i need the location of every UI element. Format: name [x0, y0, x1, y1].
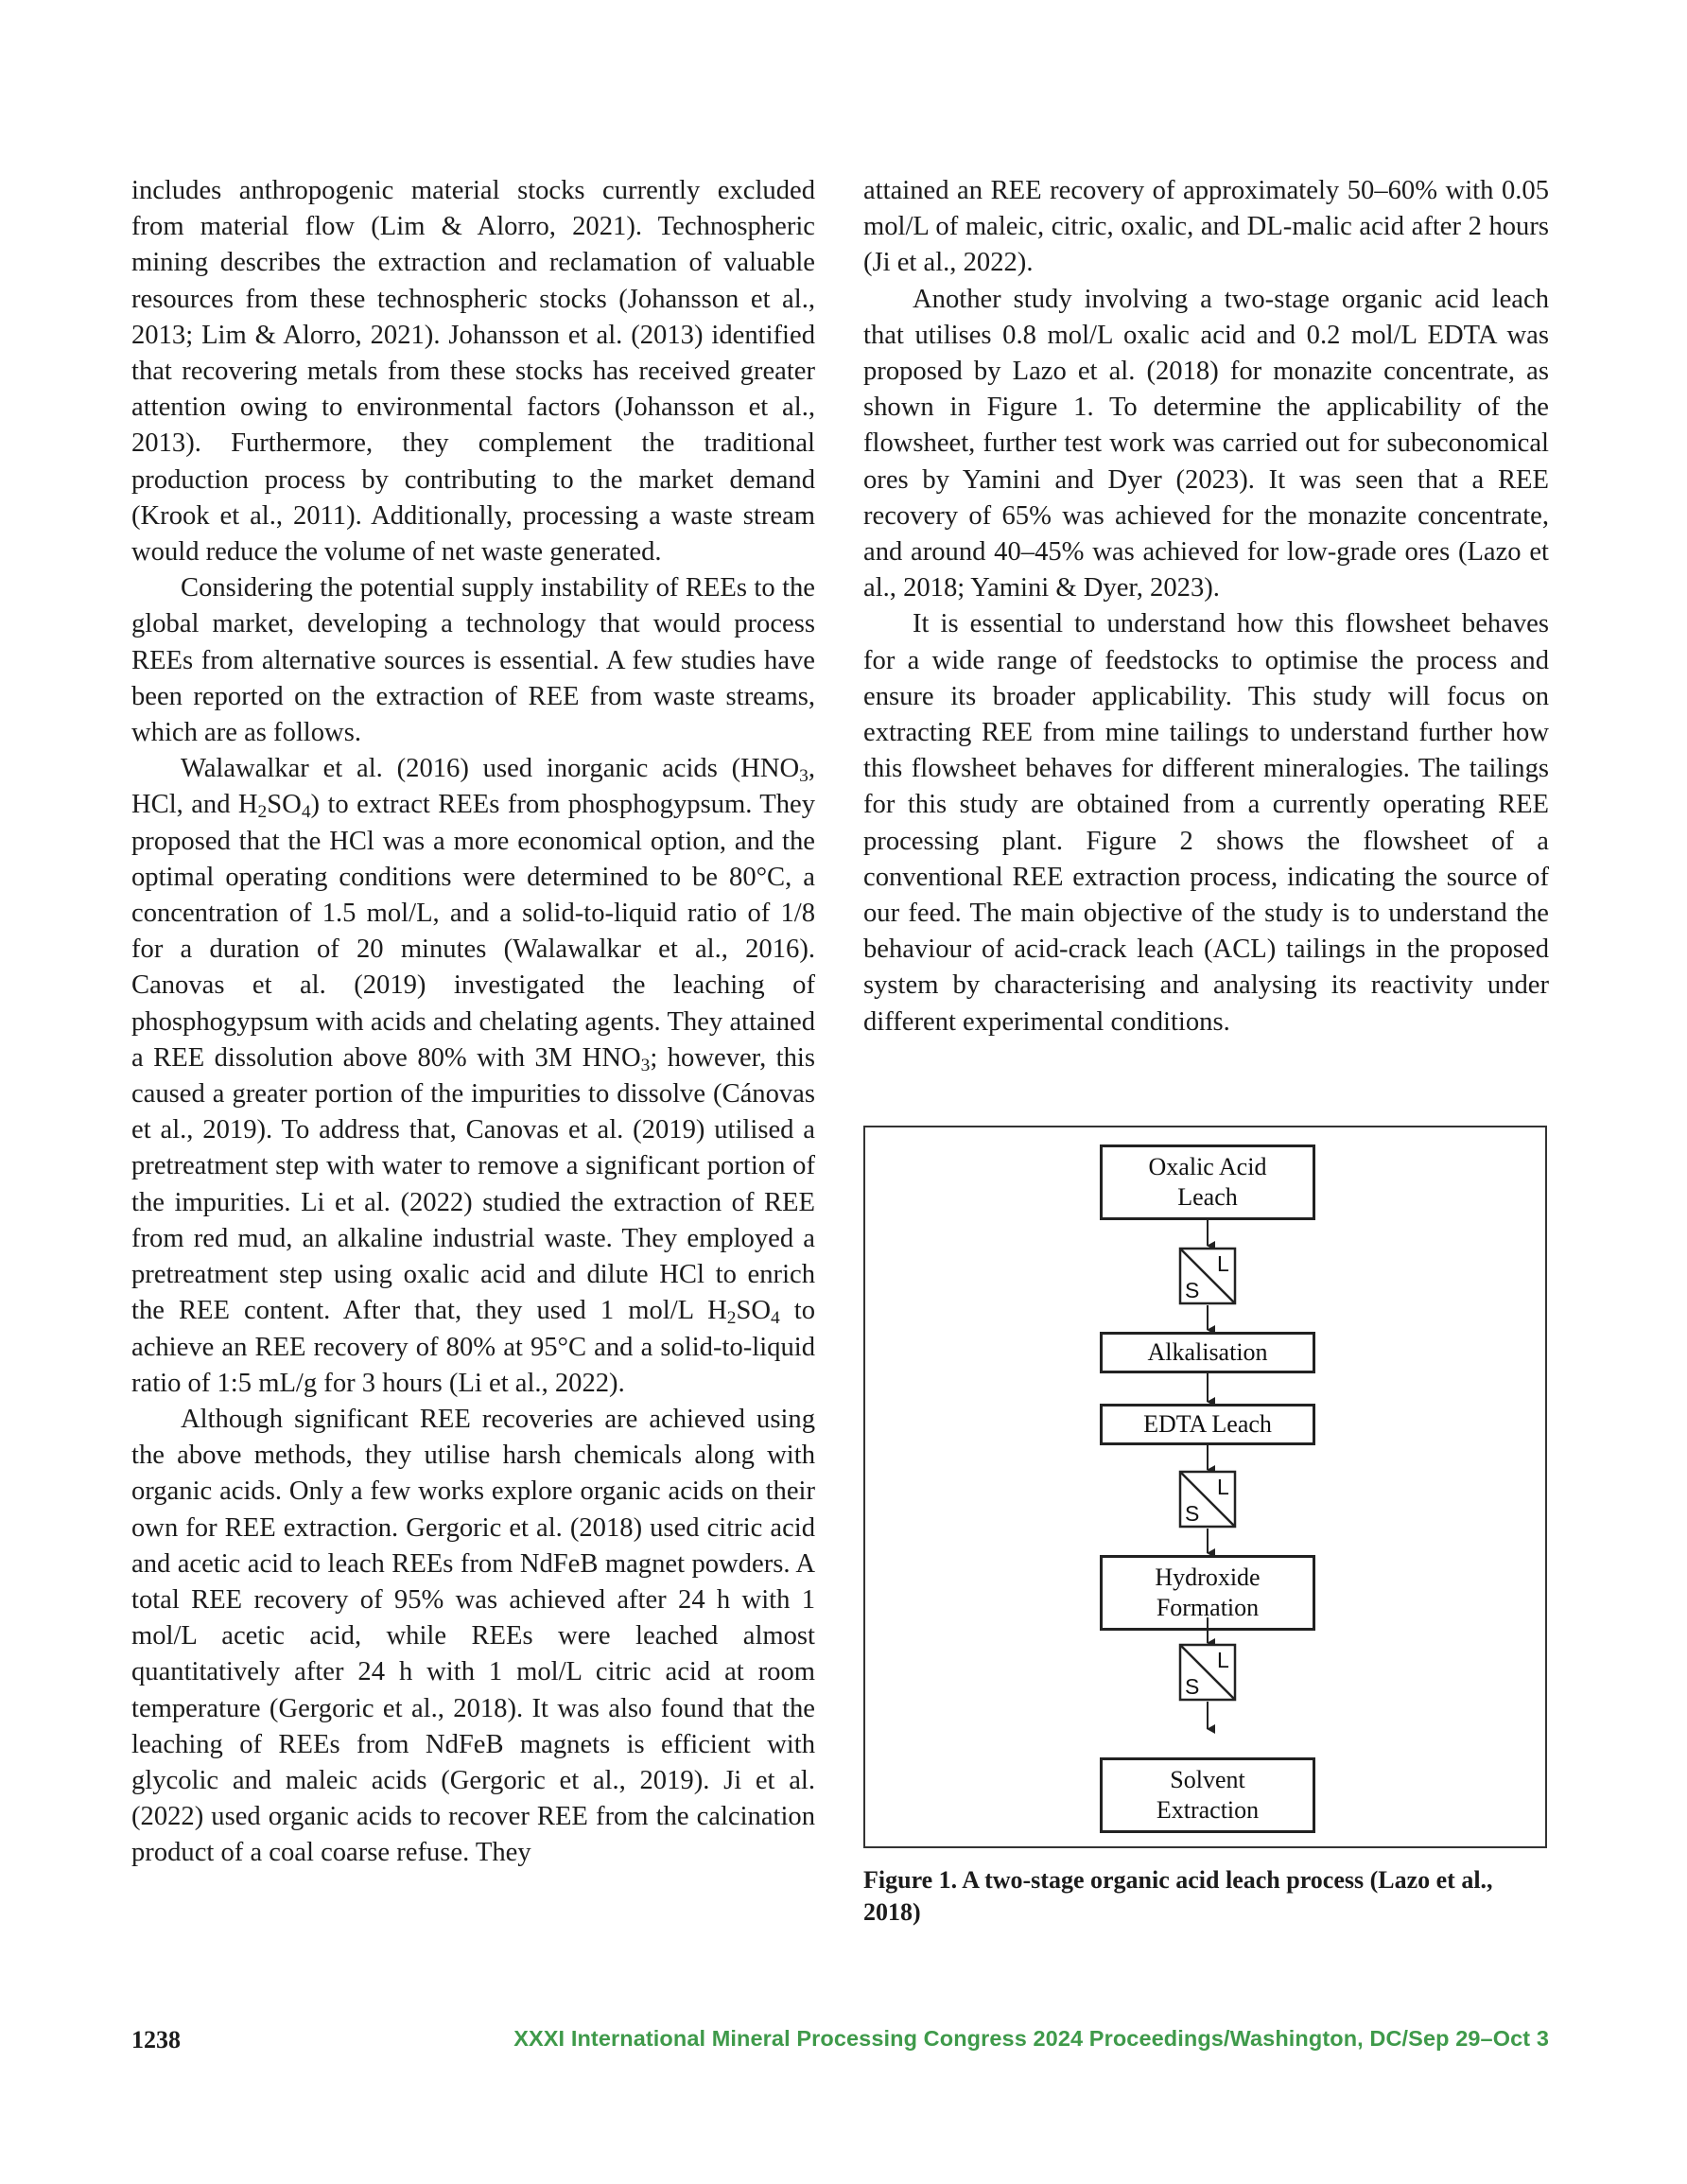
separator-liquid-label: L [1217, 1251, 1229, 1276]
footer-conference-title: XXXI International Mineral Processing Congress 2024 Proceedings/Washington, DC/Sep 29–Oct 3 [513, 2026, 1549, 2051]
subscript: 4 [771, 1308, 780, 1329]
text-run: It is essential to understand how this flowsheet behaves for a wide range of feedstocks to optimise the process and ensure its broader applicability. This study will focus on extracting REE from mine tailings to understand further how this flowsheet behaves for different mineralogies. The tailings for this study are obtained from a currently operating REE processing plant. Figure 2 shows the flowsheet of a conventional REE extraction process, indicating the source of our feed. The main objective of the study is to understand the behaviour of acid-crack leach (ACL) tailings in the proposed system by characterising and analysing its reactivity under different experimental conditions. [863, 609, 1549, 1037]
text-run: attained an REE recovery of approximately 50–60% with 0.05 mol/L of maleic, citric, oxalic, and DL-malic acid after 2 hours (Ji et al., 2022). [863, 176, 1549, 278]
separator-solid-label: S [1185, 1278, 1200, 1302]
step-solvent-extraction [1100, 1757, 1315, 1833]
separator-solid-label: S [1185, 1674, 1200, 1699]
text-run: includes anthropogenic material stocks currently excluded from material flow (Lim & Alorro, 2021). Technospheric mining describes the extraction and reclamation of valuable resources from these technospheric stocks (Johansson et al., 2013; Lim & Alorro, 2021). Johansson et al. (2013) identified that recovering metals from these stocks has received greater attention owing to environmental factors (Johansson et al., 2013). Furthermore, they complement the traditional production process by contributing to the market demand (Krook et al., 2011). Additionally, processing a waste stream would reduce the volume of net waste generated. [131, 176, 815, 568]
step-oxalic-acid-leach [1100, 1144, 1315, 1220]
step-label-line1: Oxalic Acid [1148, 1153, 1267, 1180]
right-column [863, 173, 1549, 1040]
text-run: Considering the potential supply instability of REEs to the global market, developing a technology that would process REEs from alternative sources is essential. A few studies have been reported on the extraction of REE from waste streams, which are as follows. [131, 573, 815, 748]
text-run: to achieve an REE recovery of 80% at 95°C and a solid-to-liquid ratio of 1:5 mL/g for 3 hours (Li et al., 2022). [131, 1296, 816, 1398]
step-label-line1: Solvent [1170, 1766, 1245, 1793]
step-label-line1: EDTA Leach [1143, 1410, 1272, 1438]
step-hydroxide-formation [1100, 1555, 1315, 1631]
solid-liquid-separator-2 [1180, 1472, 1235, 1527]
step-label-line2: Leach [1177, 1183, 1238, 1211]
body-paragraph [863, 282, 1549, 607]
step-alkalisation [1100, 1332, 1315, 1373]
separator-liquid-label: L [1217, 1648, 1229, 1672]
left-column [131, 173, 815, 1872]
flowsheet-figure [863, 1126, 1547, 1848]
subscript: 4 [301, 802, 311, 823]
body-paragraph [863, 173, 1549, 282]
text-run: Another study involving a two-stage organic acid leach that utilises 0.8 mol/L oxalic acid and 0.2 mol/L EDTA was proposed by Lazo et al. (2018) for monazite concentrate, as shown in Figure 1. To determine the applicability of the flowsheet, further test work was carried out for subeconomical ores by Yamini and Dyer (2023). It was seen that a REE recovery of 65% was achieved for the monazite concentrate, and around 40–45% was achieved for low-grade ores (Lazo et al., 2018; Yamini & Dyer, 2023). [863, 284, 1549, 603]
step-label-line1: Hydroxide [1155, 1564, 1261, 1591]
subscript: 2 [726, 1308, 737, 1329]
body-paragraph [131, 751, 815, 1402]
flowsheet-connectors [865, 1127, 1549, 1850]
body-paragraph [863, 606, 1549, 1040]
separator-solid-label: S [1185, 1501, 1200, 1526]
body-paragraph [131, 570, 815, 751]
text-run: Walawalkar et al. (2016) used inorganic acids (HNO [181, 754, 800, 784]
subscript: 2 [257, 802, 268, 823]
text-run: ; however, this caused a greater portion of the impurities to dissolve (Cánovas et al., 2019). To address that, Canovas et al. (2019) utilised a pretreatment step with water to remove a significant portion of the impurities. Li et al. (2022) studied the extraction of REE from red mud, an alkaline industrial waste. They employed a pretreatment step using oxalic acid and dilute HCl to enrich the REE content. After that, they used 1 mol/L H [131, 1042, 815, 1326]
text-run: , HCl, and H [131, 754, 815, 820]
body-paragraph [131, 173, 815, 570]
step-edta-leach [1100, 1404, 1315, 1445]
figure-caption: Figure 1. A two-stage organic acid leach process (Lazo et al., 2018) [863, 1866, 1493, 1926]
subscript: 3 [799, 766, 809, 787]
body-paragraph [131, 1402, 815, 1872]
text-run: Although significant REE recoveries are achieved using the above methods, they utilise harsh chemicals along with organic acids. Only a few works explore organic acids on their own for REE extraction. Gergoric et al. (2018) used citric acid and acetic acid to leach REEs from NdFeB magnet powders. A total REE recovery of 95% was achieved after 24 h with 1 mol/L acetic acid, while REEs were leached almost quantitatively after 24 h with 1 mol/L citric acid at room temperature (Gergoric et al., 2018). It was also found that the leaching of REEs from NdFeB magnets is efficient with glycolic and maleic acids (Gergoric et al., 2019). Ji et al. (2022) used organic acids to recover REE from the calcination product of a coal coarse refuse. They [131, 1404, 815, 1868]
separator-liquid-label: L [1217, 1475, 1229, 1499]
solid-liquid-separator-1 [1180, 1249, 1235, 1303]
text-run: ) to extract REEs from phosphogypsum. They proposed that the HCl was a more economical option, and the optimal operating conditions were determined to be 80°C, a concentration of 1.5 mol/L, and a solid-to-liquid ratio of 1/8 for a duration of 20 minutes (Walawalkar et al., 2016). Canovas et al. (2019) investigated the leaching of phosphogypsum with acids and chelating agents. They attained a REE dissolution above 80% with 3M HNO [131, 790, 816, 1073]
solid-liquid-separator-3 [1180, 1645, 1235, 1700]
page-number: 1238 [131, 2026, 181, 2053]
step-label-line2: Formation [1156, 1594, 1260, 1621]
text-run: SO [267, 790, 302, 820]
subscript: 3 [640, 1055, 651, 1075]
step-label-line2: Extraction [1156, 1796, 1260, 1824]
step-label-line1: Alkalisation [1147, 1338, 1268, 1366]
text-run: SO [736, 1296, 772, 1326]
